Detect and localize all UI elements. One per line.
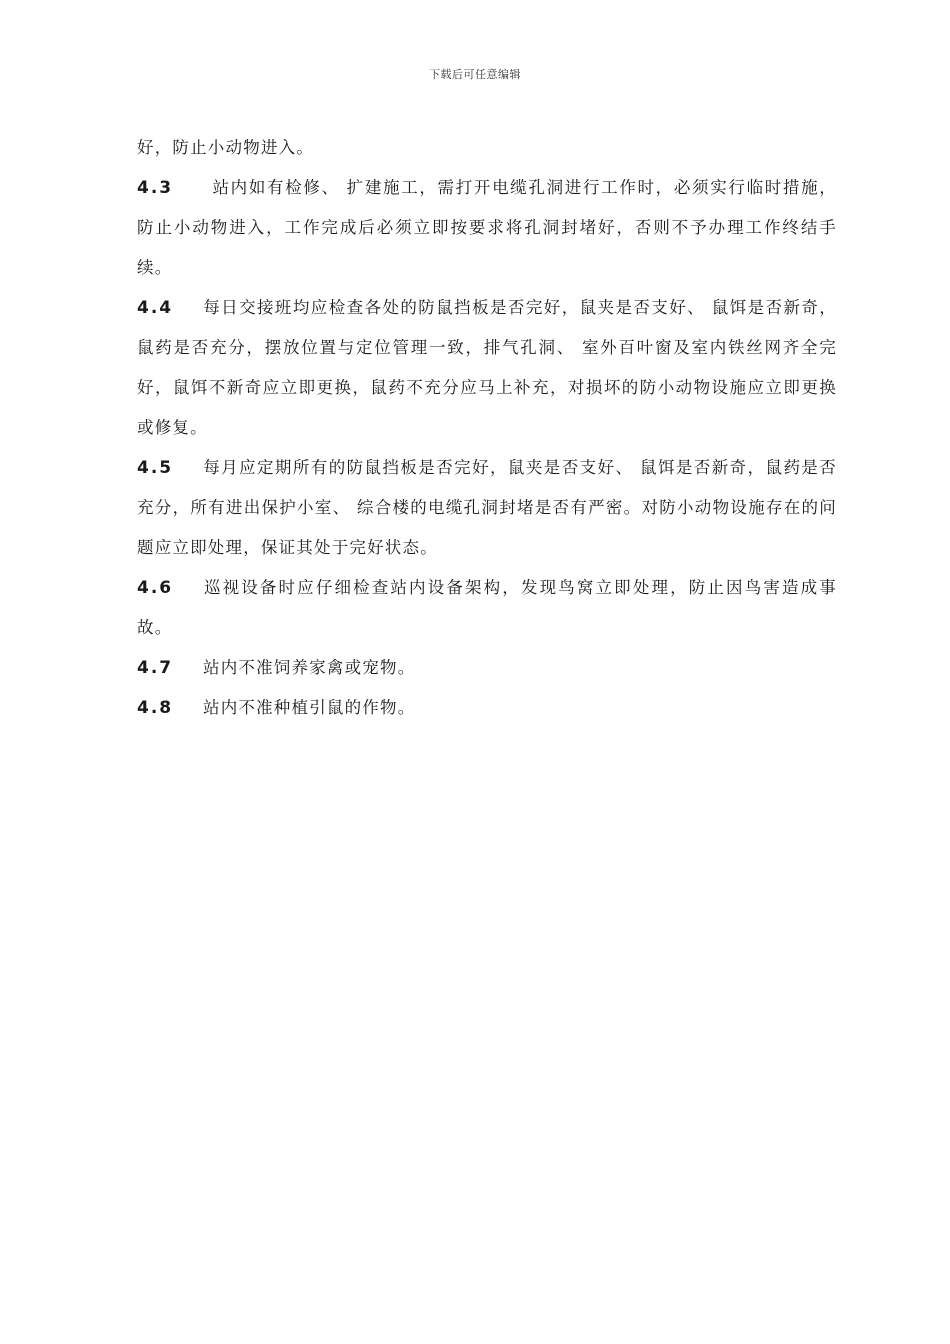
section-number: 4.7 [137,658,174,678]
section-number: 4.4 [137,298,174,318]
document-body [137,128,837,728]
page-header: 下载后可任意编辑 [429,68,521,81]
paragraph-4-8 [137,688,837,728]
paragraph-text: 站内不准种植引鼠的作物。 [203,698,416,717]
paragraph-4-5 [137,448,837,568]
section-number: 4.8 [137,698,174,718]
paragraph-4-3 [137,168,837,288]
paragraph-text: 每日交接班均应检查各处的防鼠挡板是否完好，鼠夹是否支好、 鼠饵是否新奇，鼠药是否充分，摆放位置与定位管理一致，排气孔洞、 室外百叶窗及室内铁丝网齐全完好，鼠饵不新奇应立即更换，鼠药不充分应马上补充，对损坏的防小动物设施应立即更换或修复。 [137,298,837,437]
paragraph-4-6 [137,568,837,648]
paragraph-text: 站内如有检修、 扩建施工，需打开电缆孔洞进行工作时，必须实行临时措施，防止小动物进入，工作完成后必须立即按要求将孔洞封堵好，否则不予办理工作终结手续。 [137,178,837,277]
paragraph-text: 好，防止小动物进入。 [137,138,314,157]
paragraph-continuation [137,128,837,168]
paragraph-text: 站内不准饲养家禽或宠物。 [203,658,416,677]
section-number: 4.6 [137,578,174,598]
section-number: 4.5 [137,458,174,478]
paragraph-text: 巡视设备时应仔细检查站内设备架构，发现鸟窝立即处理，防止因鸟害造成事故。 [137,578,837,637]
paragraph-4-4 [137,288,837,448]
section-number: 4.3 [137,178,174,198]
paragraph-4-7 [137,648,837,688]
paragraph-text: 每月应定期所有的防鼠挡板是否完好，鼠夹是否支好、 鼠饵是否新奇，鼠药是否充分，所有进出保护小室、 综合楼的电缆孔洞封堵是否有严密。对防小动物设施存在的问题应立即处理，保证其处于完好状态。 [137,458,837,557]
